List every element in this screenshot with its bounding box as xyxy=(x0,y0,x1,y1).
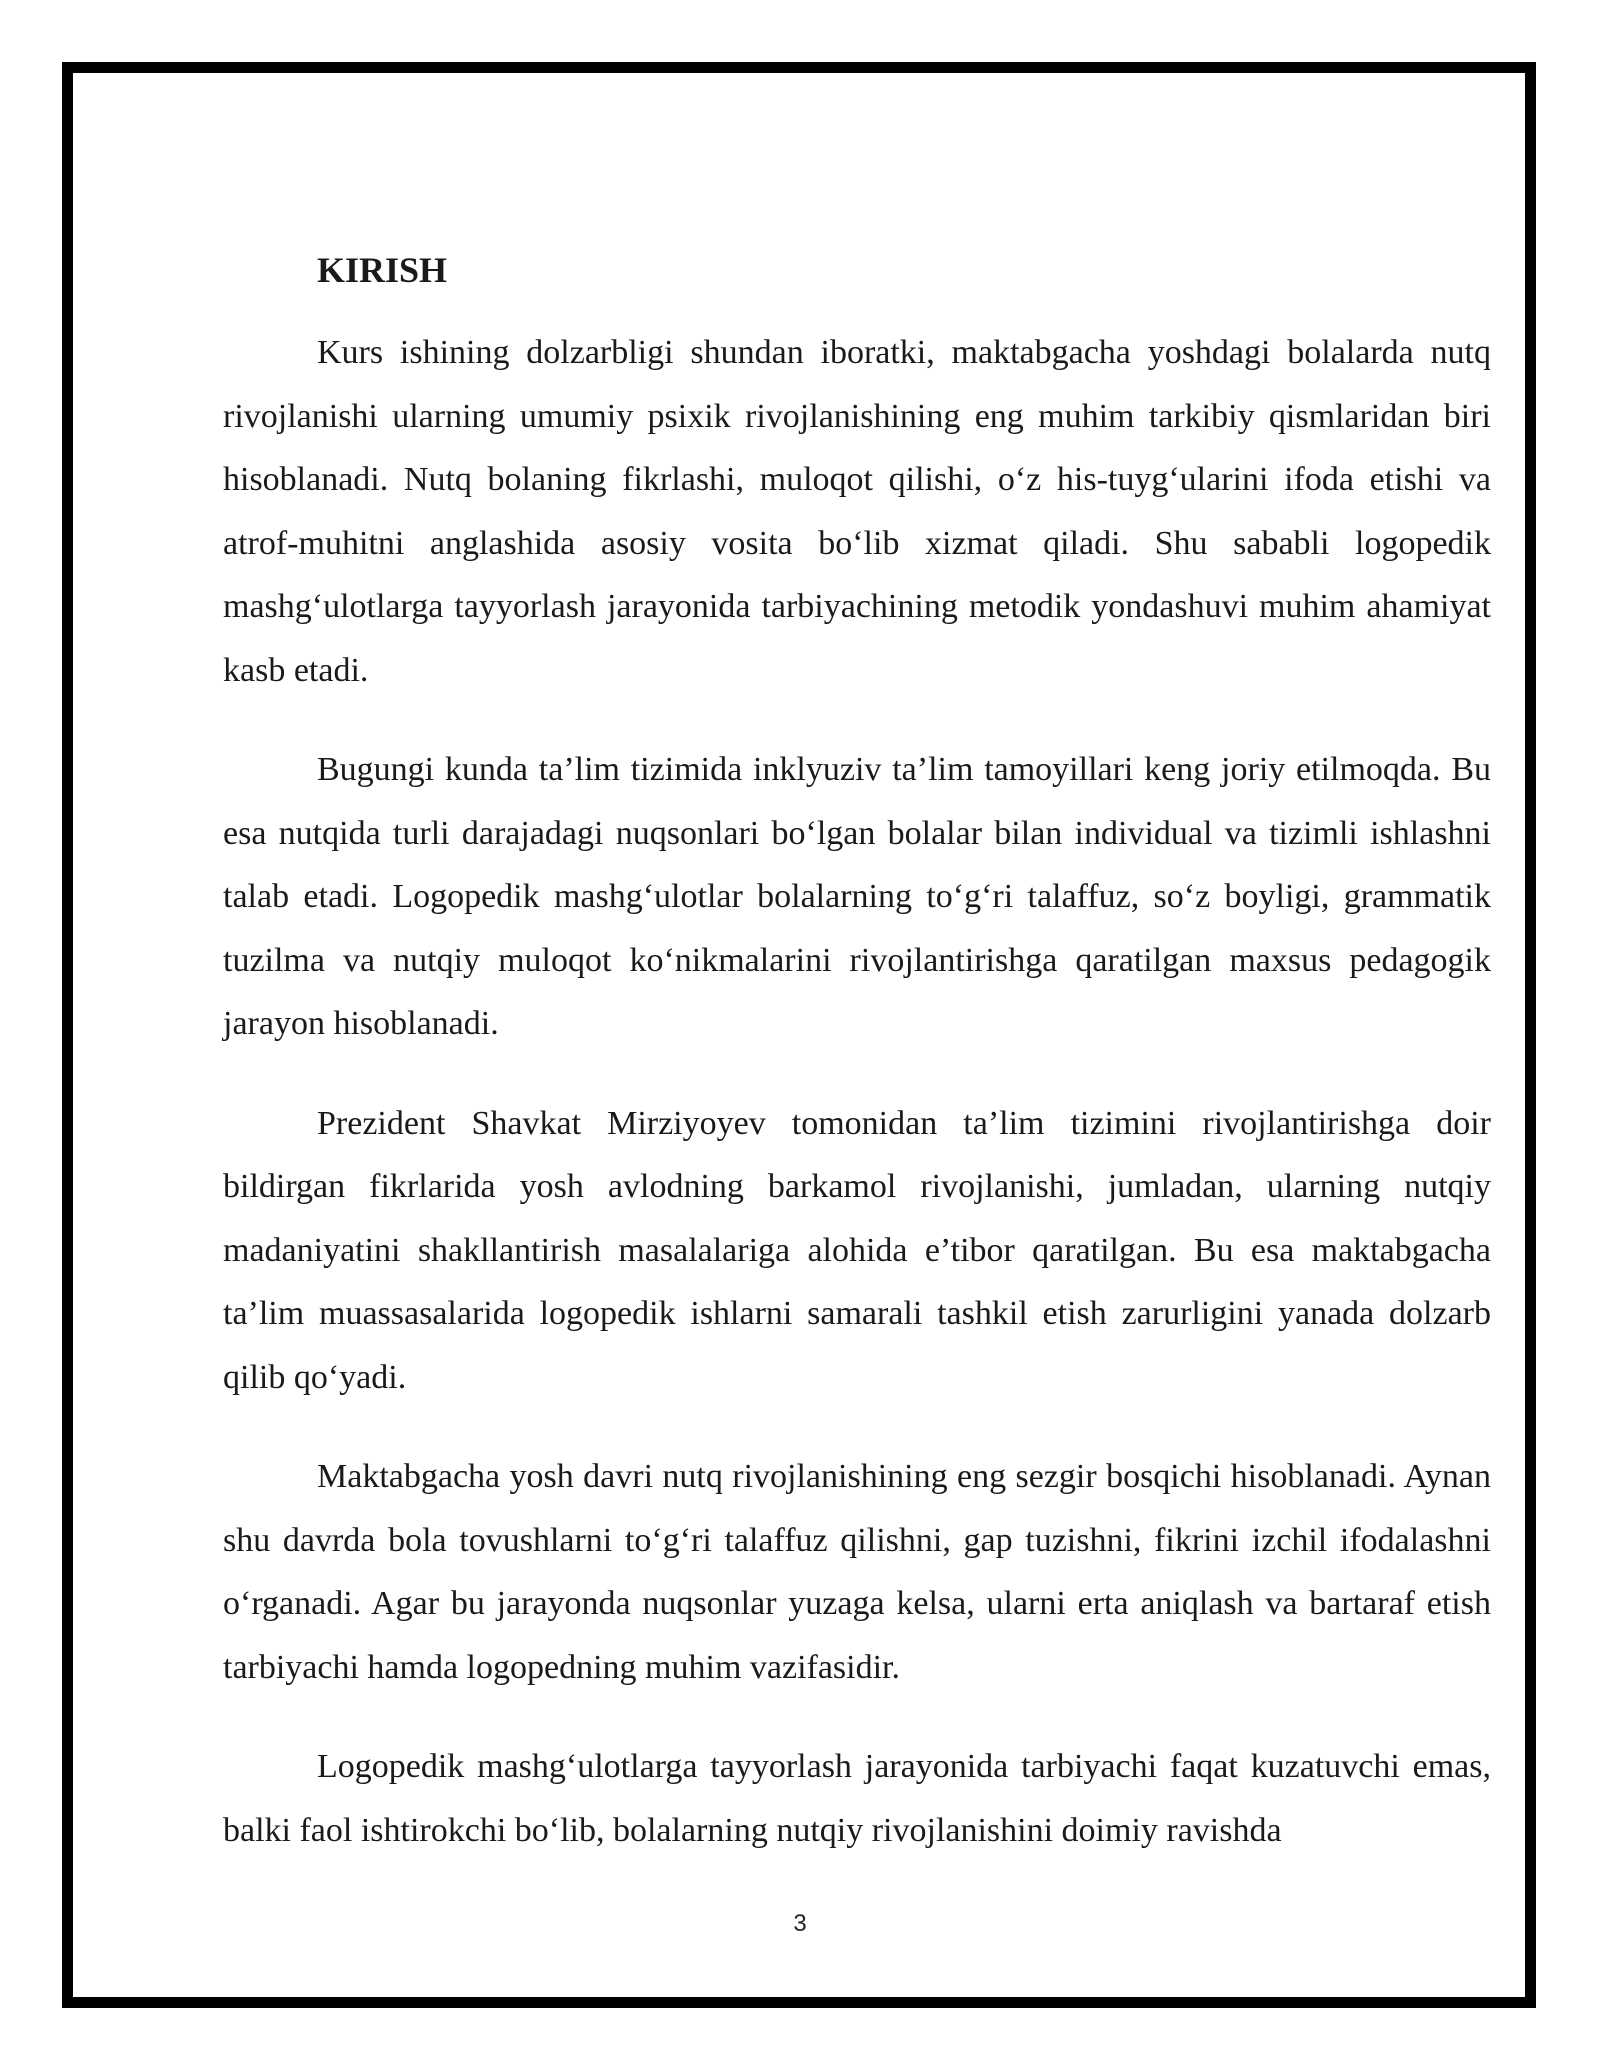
paragraph-5: Logopedik mashg‘ulotlarga tayyorlash jarayonida tarbiyachi faqat kuzatuvchi emas, balki faol ishtirokchi bo‘lib, bolalarning nutqiy rivojlanishini doimiy ravishda xyxy=(223,1748,1491,1849)
paragraph-3: Prezident Shavkat Mirziyoyev tomonidan ta’lim tizimini rivojlantirishga doir bildirgan fikrlarida yosh avlodning barkamol rivojlanishi, jumladan, ularning nutqiy madaniyatini shakllantirish masalalariga alohida e’tibor qaratilgan. Bu esa maktabgacha ta’lim muassasalarida logopedik ishlarni samarali tashkil etish zarurligini yanada dolzarb qilib qo‘yadi. xyxy=(223,1104,1491,1396)
page-content xyxy=(223,243,1491,1898)
paragraph-4: Maktabgacha yosh davri nutq rivojlanishining eng sezgir bosqichi hisoblanadi. Aynan shu davrda bola tovushlarni to‘g‘ri talaffuz qilishni, gap tuzishni, fikrini izchil ifodalashni o‘rganadi. Agar bu jarayonda nuqsonlar yuzaga kelsa, ularni erta aniqlash va bartaraf etish tarbiyachi hamda logopedning muhim vazifasidir. xyxy=(223,1458,1491,1686)
page-number: 3 xyxy=(793,1910,807,1937)
section-heading: KIRISH xyxy=(317,250,448,290)
paragraph-2: Bugungi kunda ta’lim tizimida inklyuziv ta’lim tamoyillari keng joriy etilmoqda. Bu esa nutqida turli darajadagi nuqsonlari bo‘lgan bolalar bilan individual va tizimli ishlashni talab etadi. Logopedik mashg‘ulotlar bolalarning to‘g‘ri talaffuz, so‘z boyligi, grammatik tuzilma va nutqiy muloqot ko‘nikmalarini rivojlantirishga qaratilgan maxsus pedagogik jarayon hisoblanadi. xyxy=(223,751,1491,1042)
paragraph-1: Kurs ishining dolzarbligi shundan iboratki, maktabgacha yoshdagi bolalarda nutq rivojlanishi ularning umumiy psixik rivojlanishining eng muhim tarkibiy qismlaridan biri hisoblanadi. Nutq bolaning fikrlashi, muloqot qilishi, o‘z his-tuyg‘ularini ifoda etishi va atrof-muhitni anglashida asosiy vosita bo‘lib xizmat qiladi. Shu sababli logopedik mashg‘ulotlarga tayyorlash jarayonida tarbiyachining metodik yondashuvi muhim ahamiyat kasb etadi. xyxy=(223,334,1491,689)
